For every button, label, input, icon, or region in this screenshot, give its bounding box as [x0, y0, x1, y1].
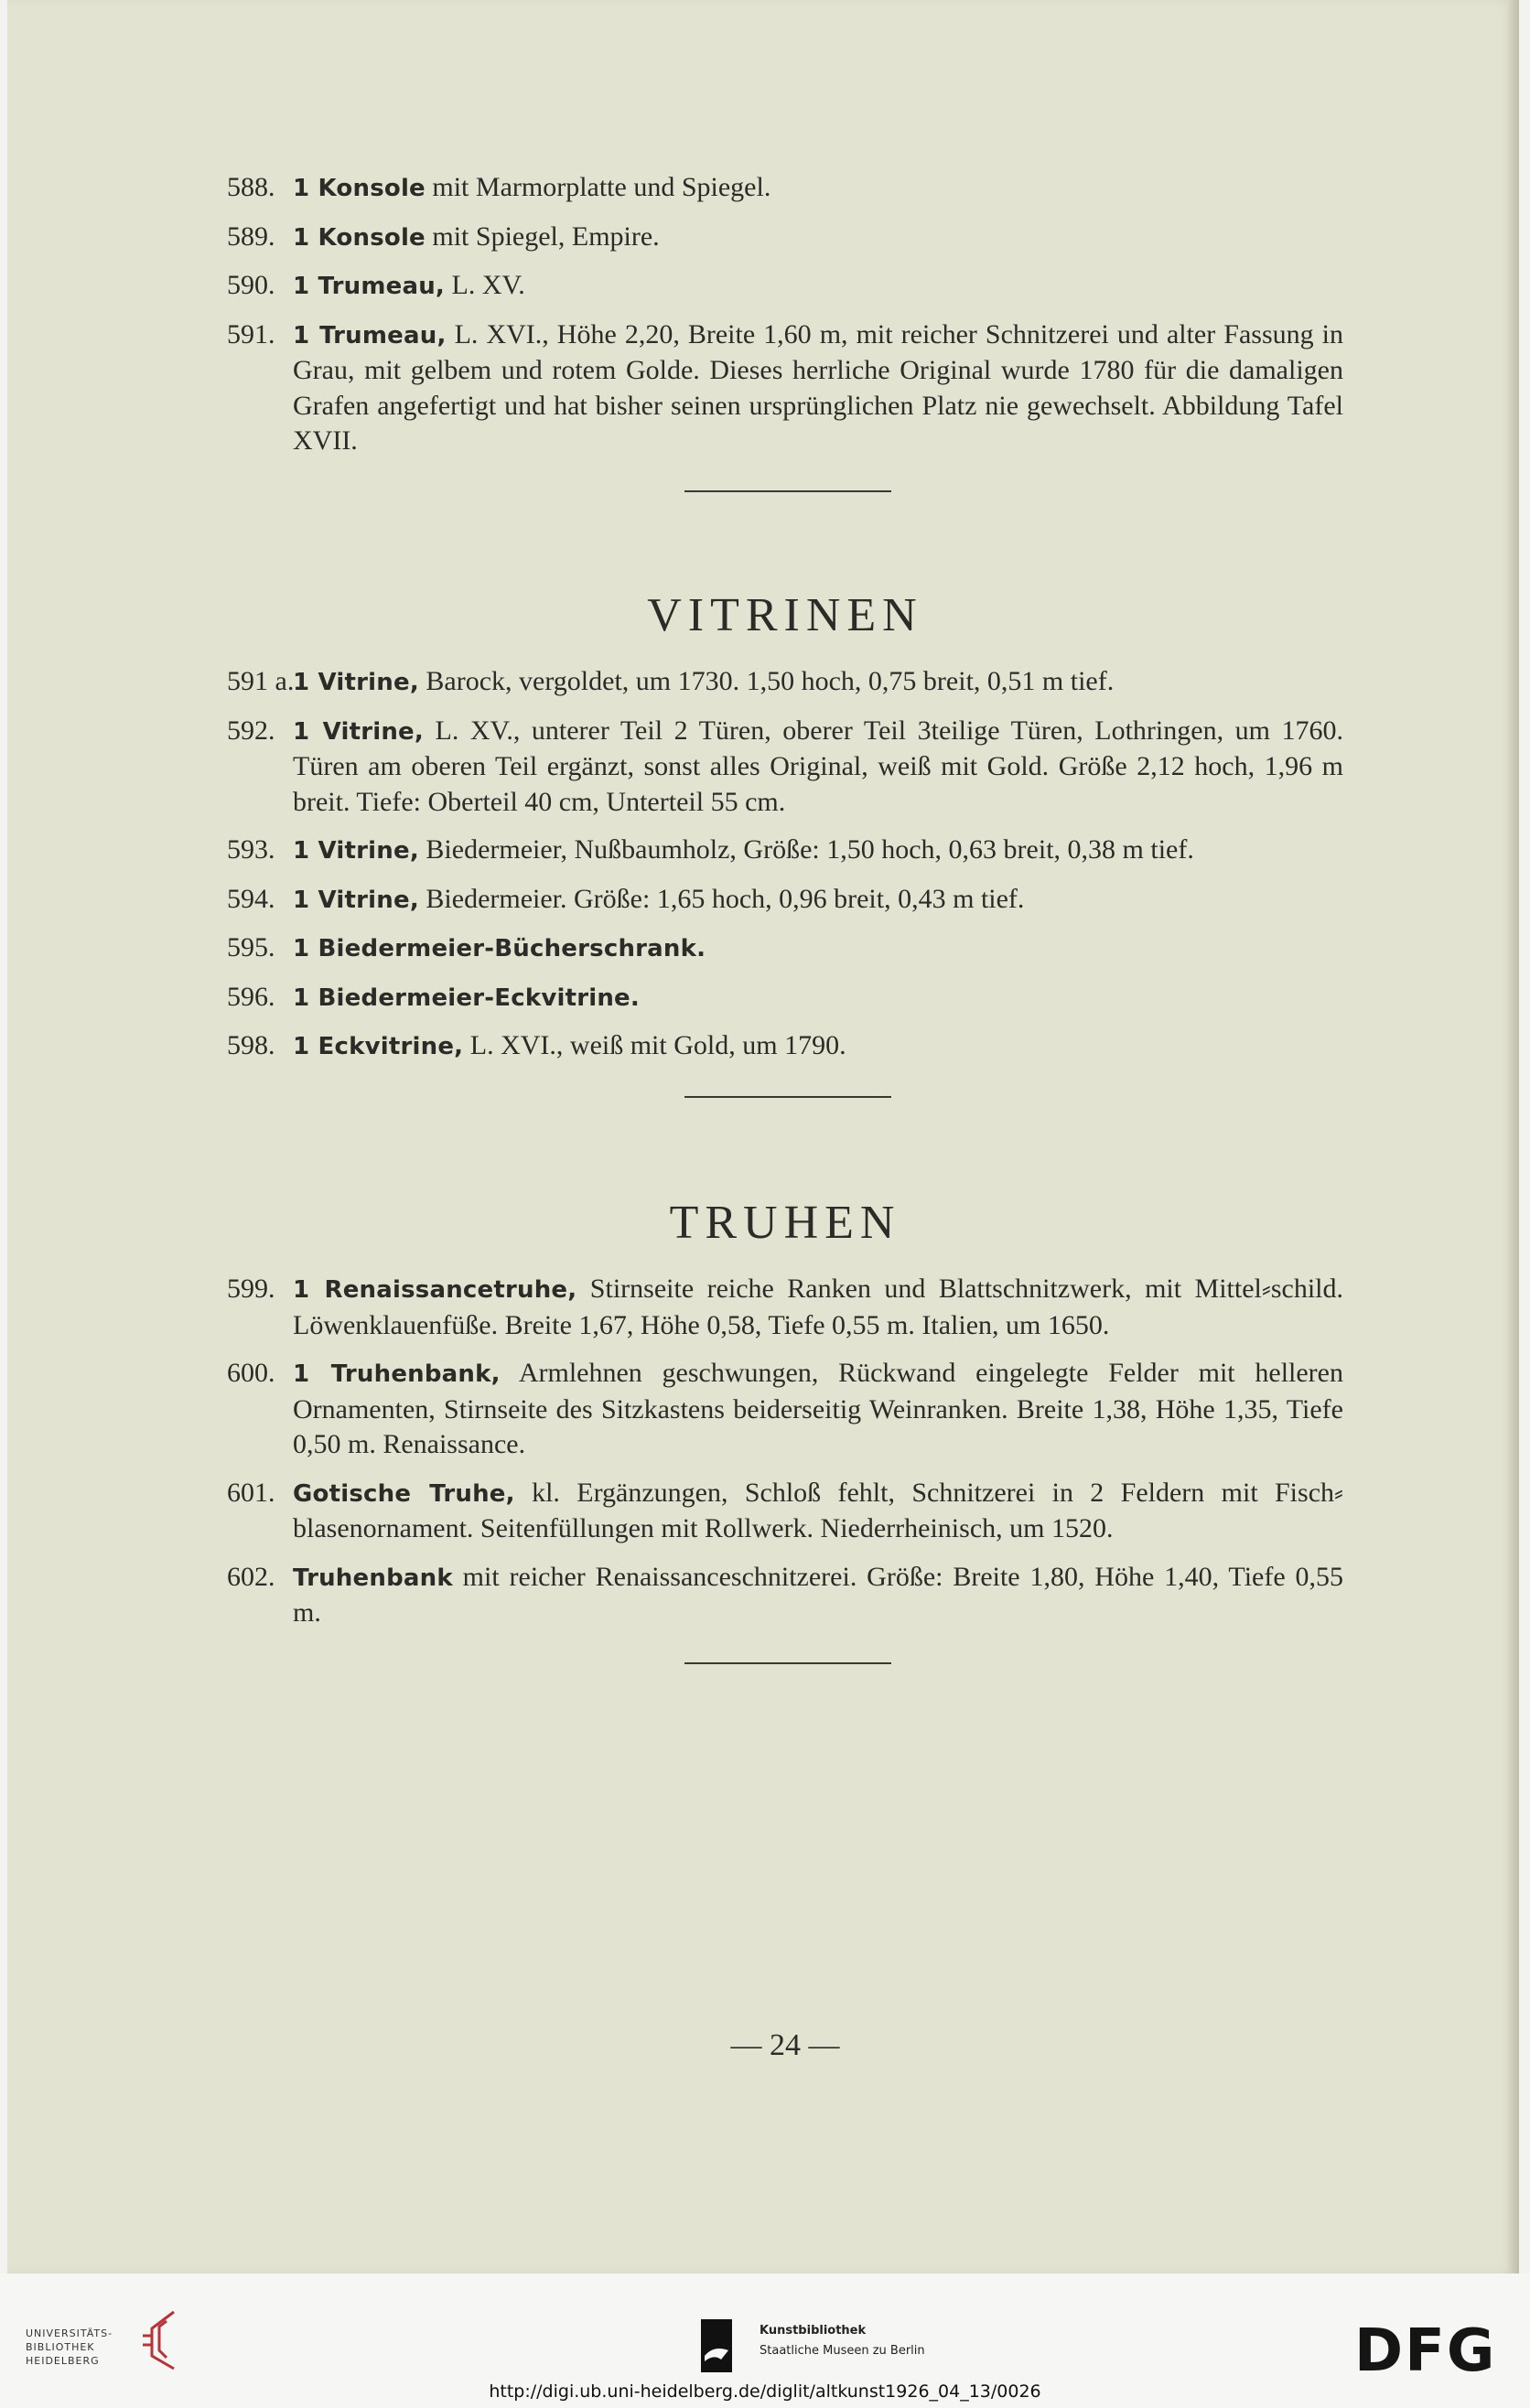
entry-description: Biedermeier. Größe: 1,65 hoch, 0,96 breit, 0,43 m tief. [418, 883, 1025, 914]
catalog-entry [227, 1476, 1343, 1547]
university-line: HEIDELBERG [26, 2355, 100, 2367]
entry-number: 592. [227, 715, 275, 746]
entry-description: mit Spiegel, Empire. [425, 220, 660, 252]
entry-item: 1 Trumeau, [293, 321, 447, 349]
catalog-entry [227, 664, 1343, 701]
entry-description: Armlehnen geschwungen, Rückwand eingelegte Felder mit helleren Ornamenten, Stirnseite des Sitzkastens beiderseitig Weinranken. Breite 1,38, Höhe 1,35, Tiefe 0,50 m. Renaissance. [293, 1358, 1343, 1459]
university-line: BIBLIOTHEK [26, 2341, 95, 2353]
entry-number: 591 a. [227, 666, 295, 696]
entry-item: 1 Vitrine, [293, 717, 424, 746]
entry-number: 598. [227, 1030, 275, 1060]
entry-description: L. XV., unterer Teil 2 Türen, oberer Teil 3teilige Türen, Lothringen, um 1760. Türen am oberen Teil ergänzt, sonst alles Original, weiß mit Gold. Größe 2,12 hoch, 1,96 m breit. Tiefe: Oberteil 40 cm, Unterteil 55 cm. [293, 715, 1343, 817]
catalog-entry [227, 833, 1343, 869]
catalog-entry [227, 1560, 1343, 1631]
entry-item: Gotische Truhe, [293, 1479, 515, 1508]
entry-number: 596. [227, 981, 275, 1012]
kunstbibliothek-label [760, 2321, 925, 2361]
entry-number: 600. [227, 1358, 275, 1388]
entry-item: 1 Vitrine, [293, 669, 419, 696]
entry-number: 588. [227, 172, 275, 202]
entry-item: 1 Konsole [293, 175, 426, 202]
section-divider [684, 1096, 891, 1098]
catalog-entry [227, 268, 1343, 305]
entry-number: 591. [227, 318, 275, 349]
entry-number: 601. [227, 1477, 275, 1508]
entry-item: 1 Renaissancetruhe, [293, 1276, 577, 1304]
entry-item: Truhenbank [293, 1564, 453, 1592]
entry-item: 1 Truhenbank, [293, 1360, 501, 1388]
catalog-entry [227, 1356, 1343, 1463]
catalog-text [227, 170, 1343, 1664]
entry-number: 593. [227, 834, 275, 865]
section-divider [684, 490, 891, 492]
catalog-entry [227, 930, 1343, 967]
entry-number: 594. [227, 883, 275, 914]
entry-description: kl. Ergänzungen, Schloß fehlt, Schnitzerei in 2 Feldern mit Fisch⸗blasenornament. Seitenfüllungen mit Rollwerk. Niederrheinisch, um 1520. [293, 1477, 1344, 1543]
entry-item: 1 Eckvitrine, [293, 1033, 464, 1060]
university-logo-icon [139, 2308, 185, 2372]
entry-item: 1 Biedermeier-Eckvitrine. [293, 984, 640, 1012]
entry-number: 595. [227, 932, 275, 962]
entry-item: 1 Trumeau, [293, 273, 446, 300]
section-divider [684, 1662, 891, 1664]
entry-number: 590. [227, 270, 275, 300]
catalog-entry [227, 714, 1343, 821]
university-line: UNIVERSITÄTS- [26, 2327, 113, 2339]
entry-number: 589. [227, 220, 275, 252]
catalog-entry [227, 317, 1343, 459]
entry-description: mit Marmorplatte und Spiegel. [425, 172, 771, 202]
entry-description: mit reicher Renaissanceschnitzerei. Größe: Breite 1,80, Höhe 1,40, Tiefe 0,55 m. [293, 1561, 1343, 1628]
dfg-logo: DFG [1354, 2317, 1497, 2385]
entry-description: Barock, vergoldet, um 1730. 1,50 hoch, 0,75 breit, 0,51 m tief. [418, 666, 1115, 696]
catalog-entry [227, 882, 1343, 919]
catalog-entry [227, 1272, 1343, 1343]
entry-description: L. XV. [445, 270, 525, 300]
entry-description: L. XVI., Höhe 2,20, Breite 1,60 m, mit reicher Schnitzerei und alter Fassung in Grau, mit gelbem und rotem Golde. Dieses herrliche Original wurde 1780 für die damaligen Grafen angefertigt und hat bisher seinen ursprünglichen Platz nie gewechselt. Abbildung Tafel XVII. [293, 318, 1343, 456]
entry-description: Stirnseite reiche Ranken und Blattschnitzwerk, mit Mittel⸗schild. Löwenklauenfüße. Breite 1,67, Höhe 0,58, Tiefe 0,55 m. Italien, um 1650. [293, 1274, 1343, 1340]
catalog-entry [227, 170, 1343, 207]
kunstbibliothek-logo-icon [701, 2319, 732, 2372]
entry-description: Biedermeier, Nußbaumholz, Größe: 1,50 hoch, 0,63 breit, 0,38 m tief. [418, 834, 1194, 865]
entry-number: 599. [227, 1274, 275, 1304]
entry-number: 602. [227, 1561, 275, 1592]
entry-item: 1 Biedermeier-Bücherschrank. [293, 935, 706, 962]
kunstbibliothek-subtitle: Staatliche Museen zu Berlin [760, 2344, 925, 2358]
source-url-link[interactable]: http://digi.ub.uni-heidelberg.de/diglit/altkunst1926_04_13/0026 [489, 2381, 1041, 2402]
university-library-name [26, 2327, 137, 2368]
catalog-entry [227, 220, 1343, 256]
scanned-page [7, 0, 1519, 2274]
entry-item: 1 Konsole [293, 223, 426, 252]
catalog-entry [227, 980, 1343, 1016]
entry-item: 1 Vitrine, [293, 837, 419, 865]
section-heading-vitrinen: VITRINEN [647, 588, 923, 641]
page-spine-shadow [1508, 0, 1519, 2274]
section-heading-truhen: TRUHEN [669, 1196, 901, 1249]
page-number: — 24 — [730, 2028, 840, 2062]
entry-item: 1 Vitrine, [293, 886, 419, 914]
kunstbibliothek-title: Kunstbibliothek [760, 2324, 867, 2338]
entry-description: L. XVI., weiß mit Gold, um 1790. [463, 1030, 846, 1060]
digitization-footer [0, 2274, 1530, 2408]
catalog-entry [227, 1028, 1343, 1065]
